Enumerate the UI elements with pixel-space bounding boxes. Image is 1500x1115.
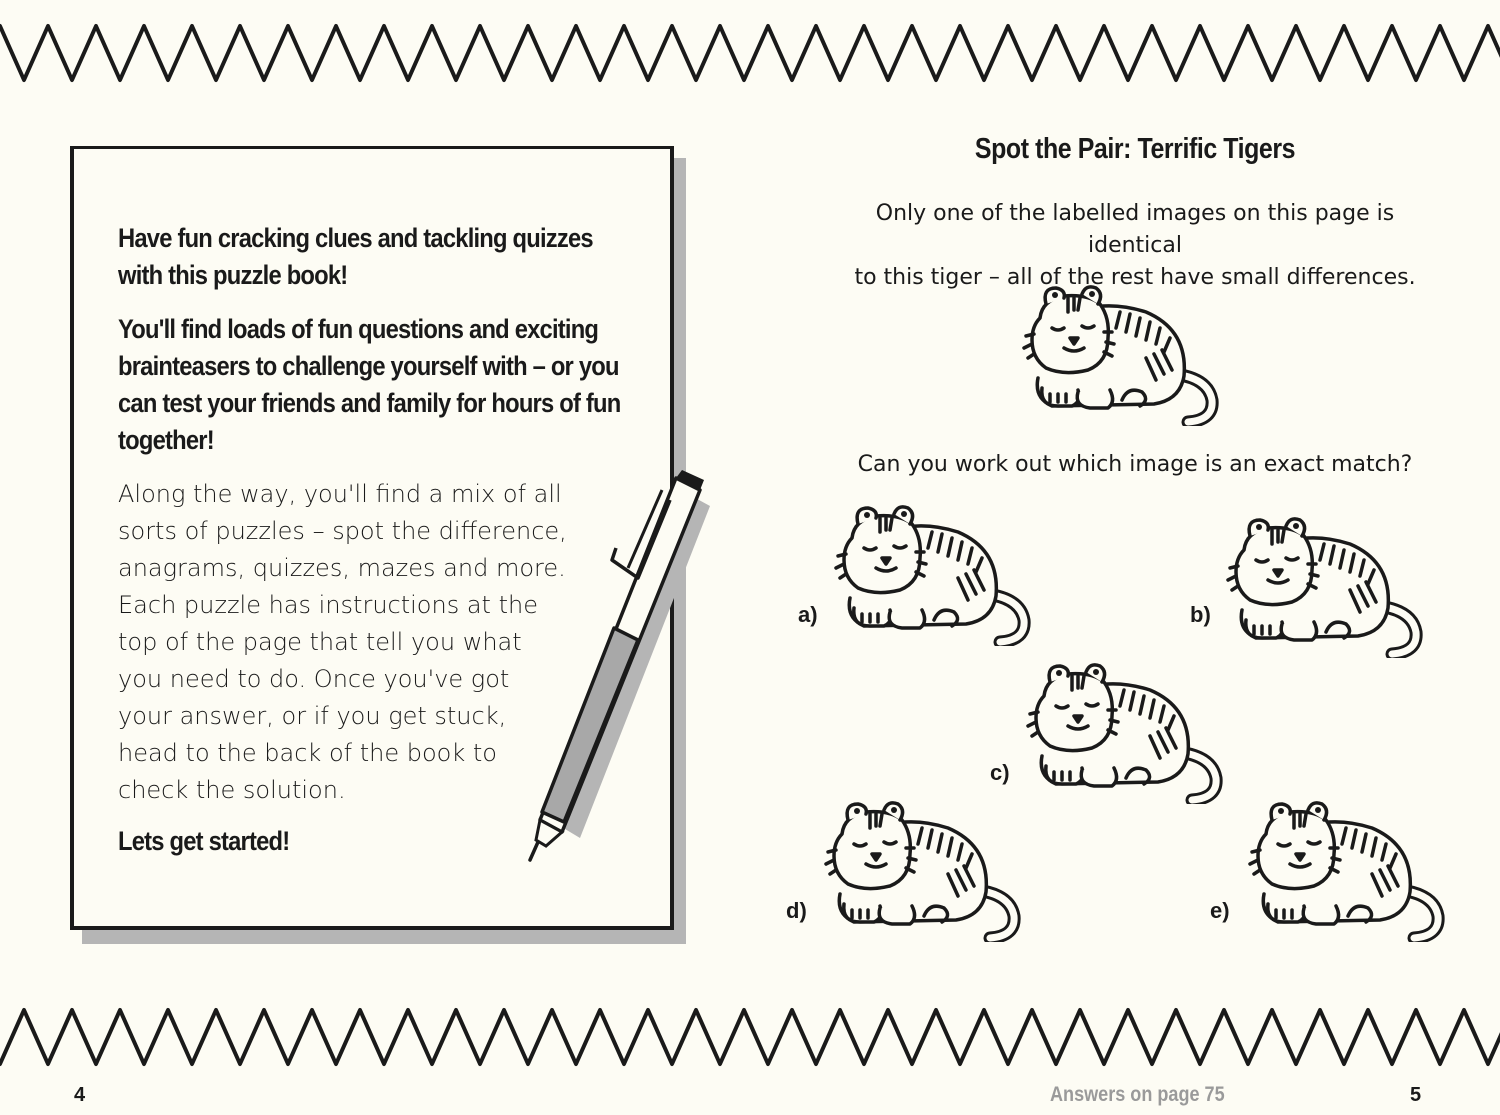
tiger-option-e-illustration — [1238, 798, 1452, 942]
option-e-label: e) — [1210, 898, 1230, 923]
closing-text: Lets get started! — [118, 826, 290, 856]
body-line: anagrams, quizzes, mazes and more. — [118, 554, 566, 582]
answers-note: Answers on page 75 — [1050, 1083, 1225, 1106]
zigzag-border-top — [0, 18, 1500, 88]
body-line: sorts of puzzles – spot the difference, — [118, 517, 567, 545]
body-line: head to the back of the book to — [118, 739, 497, 767]
puzzle-instructions — [840, 198, 1430, 294]
instruction-line: Only one of the labelled images on this page is identical — [875, 201, 1395, 258]
body-line: check the solution. — [118, 776, 346, 804]
instruction-line: to this tiger – all of the rest have small differences. — [854, 265, 1416, 290]
zigzag-border-bottom — [0, 1002, 1500, 1072]
tiger-option-c-illustration — [1016, 660, 1230, 804]
page-number-left: 4 — [74, 1084, 86, 1106]
pen-illustration — [500, 460, 720, 870]
body-line: Along the way, you'll find a mix of all — [118, 480, 562, 508]
intro-bold-1: Have fun cracking clues and tackling quizzes with this puzzle book! — [118, 223, 593, 290]
option-b-label: b) — [1190, 602, 1211, 627]
option-c-label: c) — [990, 760, 1010, 785]
body-line: you need to do. Once you've got — [118, 665, 510, 693]
option-a-label: a) — [798, 602, 818, 627]
page-number-right: 5 — [1410, 1084, 1422, 1106]
body-line: top of the page that tell you what — [118, 628, 522, 656]
body-line: Each puzzle has instructions at the — [118, 591, 538, 619]
puzzle-question: Can you work out which image is an exact match? — [857, 452, 1413, 477]
tiger-option-a-illustration — [824, 502, 1038, 646]
tiger-option-b-illustration — [1216, 514, 1430, 658]
intro-bold-2: You'll find loads of fun questions and exciting brainteasers to challenge yourself with – or you can test your friends and family for hours of fun together! — [118, 314, 621, 455]
tiger-option-d-illustration — [814, 798, 1028, 942]
body-line: your answer, or if you get stuck, — [118, 702, 507, 730]
puzzle-title: Spot the Pair: Terrific Tigers — [974, 133, 1296, 165]
option-d-label: d) — [786, 898, 807, 923]
reference-tiger-illustration — [1012, 282, 1226, 426]
